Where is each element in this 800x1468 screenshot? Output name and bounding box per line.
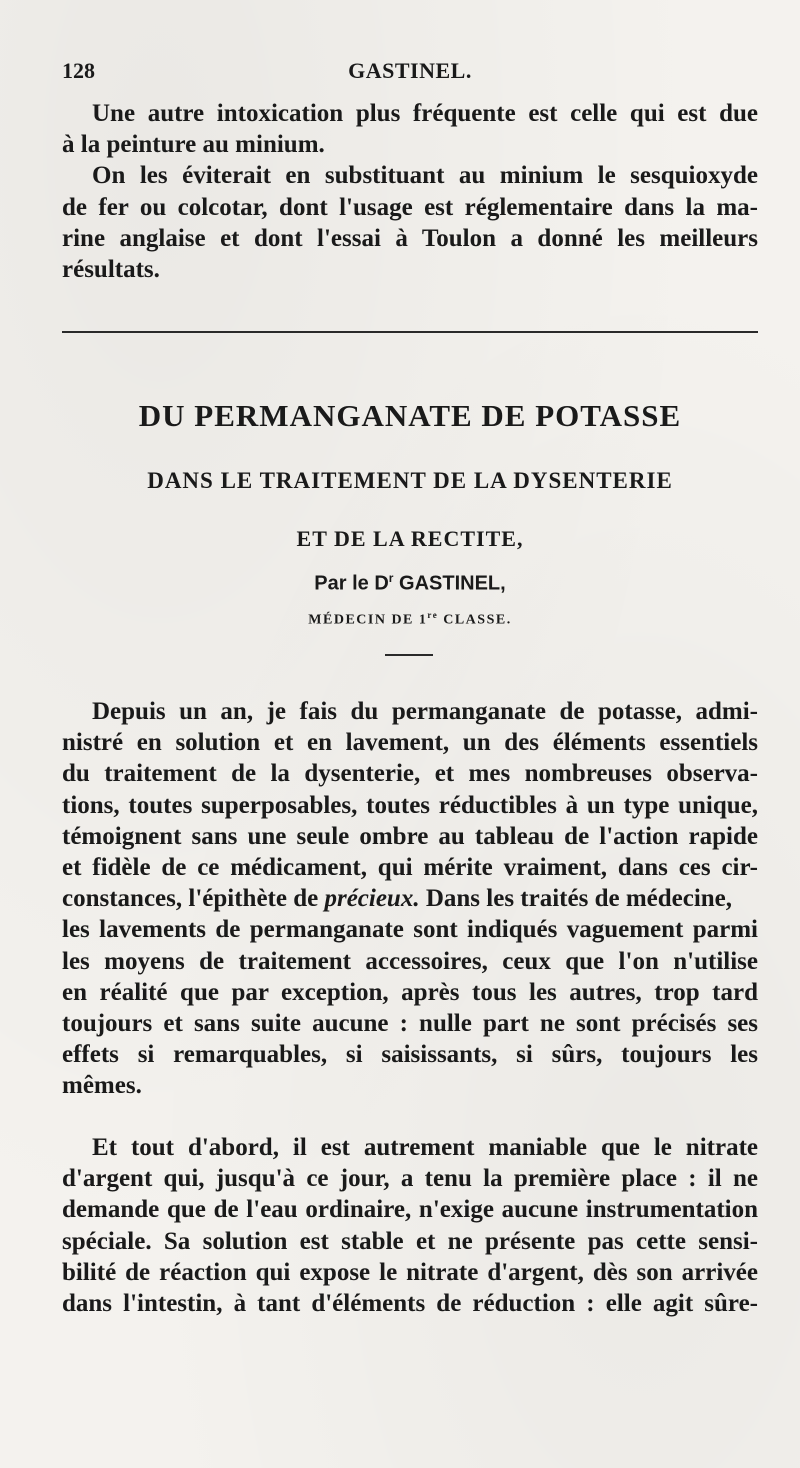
text-line: Et tout d'abord, il est autrement maniable que le nitrate bbox=[92, 1134, 758, 1161]
running-head bbox=[62, 58, 758, 88]
text-line: On les éviterait en substituant au minium le sesquioxyde bbox=[92, 162, 758, 190]
text-fragment: Dans les traités de médecine, bbox=[419, 885, 733, 913]
byline-name: GASTINEL, bbox=[393, 572, 506, 595]
text-line: résultats. bbox=[62, 255, 160, 283]
text-line: spéciale. Sa solution est stable et ne présente pas cette sensi- bbox=[62, 1227, 758, 1255]
text-line: en réalité que par exception, après tous les autres, trop tard bbox=[62, 978, 758, 1006]
text-line: témoignent sans une seule ombre au tableau de l'action rapide bbox=[62, 822, 758, 850]
title-divider bbox=[385, 654, 433, 656]
intro-paragraph bbox=[62, 98, 758, 285]
body-paragraph-2 bbox=[62, 1132, 758, 1319]
text-line: tions, toutes superposables, toutes réductibles à un type unique, bbox=[62, 791, 758, 819]
article-subtitle: DANS LE TRAITEMENT DE LA DYSENTERIE bbox=[147, 468, 673, 493]
text-line-mixed bbox=[62, 883, 758, 914]
text-line: effets si remarquables, si saisissants, si sûrs, toujours les bbox=[62, 1041, 758, 1069]
byline-prefix: Par le D bbox=[314, 572, 389, 595]
credential-suffix: CLASSE. bbox=[438, 612, 512, 628]
text-line: d'argent qui, jusqu'à ce jour, a tenu la première place : il ne bbox=[62, 1165, 758, 1193]
text-line: à la peinture au minium. bbox=[62, 131, 325, 159]
italic-word: précieux. bbox=[324, 885, 420, 913]
text-line: les lavements de permanganate sont indiqués vaguement parmi bbox=[62, 916, 758, 944]
text-line: rine anglaise et dont l'essai à Toulon a donné les meilleurs bbox=[62, 224, 758, 252]
text-line: dans l'intestin, à tant d'éléments de réduction : elle agit sûre- bbox=[62, 1289, 758, 1317]
body-paragraph-1 bbox=[62, 696, 758, 1101]
author-credential bbox=[62, 610, 758, 629]
text-fragment: constances, l'épithète de bbox=[62, 885, 325, 913]
text-line: les moyens de traitement accessoires, ceux que l'on n'utilise bbox=[62, 947, 758, 975]
page-number: 128 bbox=[62, 58, 95, 83]
byline-sup: r bbox=[388, 571, 394, 585]
text-line: du traitement de la dysenterie, et mes nombreuses observa- bbox=[62, 760, 758, 788]
text-line: Une autre intoxication plus fréquente est celle qui est due bbox=[92, 100, 758, 127]
text-line: de fer ou colcotar, dont l'usage est réglementaire dans la ma- bbox=[62, 193, 758, 221]
text-line: Depuis un an, je fais du permanganate de potasse, admi- bbox=[92, 698, 758, 725]
text-line: et fidèle de ce médicament, qui mérite vraiment, dans ces cir- bbox=[62, 853, 758, 881]
text-line: toujours et sans suite aucune : nulle part ne sont précisés ses bbox=[62, 1009, 758, 1037]
text-line: bilité de réaction qui expose le nitrate d'argent, dès son arrivée bbox=[62, 1258, 758, 1286]
running-title: GASTINEL. bbox=[348, 58, 472, 83]
text-line: mêmes. bbox=[62, 1072, 142, 1100]
article-subtitle-continued: ET DE LA RECTITE, bbox=[296, 526, 524, 551]
text-line: nistré en solution et en lavement, un des éléments essentiels bbox=[62, 729, 758, 757]
credential-sup: re bbox=[427, 610, 439, 620]
section-divider bbox=[62, 331, 758, 333]
credential-prefix: MÉDECIN DE 1 bbox=[308, 612, 428, 628]
article-title: DU PERMANGANATE DE POTASSE bbox=[138, 398, 682, 433]
author-byline bbox=[62, 571, 758, 596]
text-line: demande que de l'eau ordinaire, n'exige aucune instrumentation bbox=[62, 1196, 758, 1224]
